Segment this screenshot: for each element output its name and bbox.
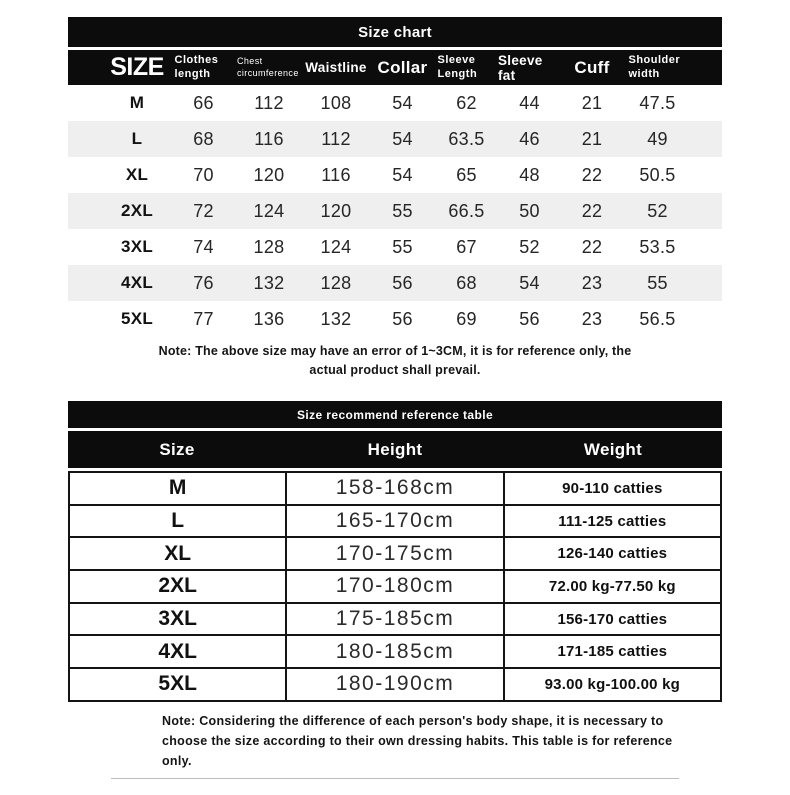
value-cell: 72 <box>193 200 214 221</box>
column-header-collar: Collar <box>377 57 428 77</box>
value-cell: 55 <box>647 272 668 293</box>
size-reference-section <box>68 401 722 771</box>
value-cell: 132 <box>253 272 285 293</box>
height-cell: 180-185cm <box>286 635 503 668</box>
table-row <box>69 537 721 570</box>
height-cell: 158-168cm <box>286 472 503 505</box>
value-cell: 47.5 <box>639 92 676 113</box>
value-cell: 69 <box>456 308 477 329</box>
value-cell: 132 <box>320 308 352 329</box>
value-cell: 66 <box>193 92 214 113</box>
size-cell: M <box>69 472 286 505</box>
value-cell: 120 <box>320 200 352 221</box>
column-header-cuff: Cuff <box>574 57 610 77</box>
column-header-height: Height <box>367 439 423 459</box>
size-cell: XL <box>125 165 149 184</box>
value-cell: 76 <box>193 272 214 293</box>
column-header-label: Clothes length <box>174 54 219 80</box>
size-cell: 2XL <box>69 570 286 603</box>
size-cell: XL <box>69 537 286 570</box>
size-cell: M <box>129 93 145 112</box>
size-chart-rows <box>68 85 722 337</box>
size-chart-title: Size chart <box>68 17 722 47</box>
value-cell: 23 <box>581 272 603 293</box>
table-row <box>68 85 722 121</box>
value-cell: 63.5 <box>448 128 485 149</box>
value-cell: 48 <box>519 164 540 185</box>
reference-table-grid <box>68 471 722 702</box>
table-row <box>68 265 722 301</box>
weight-cell: 111-125 catties <box>504 505 721 538</box>
size-cell: 5XL <box>69 668 286 701</box>
reference-table-title: Size recommend reference table <box>68 401 722 428</box>
weight-cell: 126-140 catties <box>504 537 721 570</box>
value-cell: 22 <box>581 236 603 257</box>
column-header-sleeve-fat: Sleeve fat <box>498 52 543 83</box>
table-row <box>68 121 722 157</box>
value-cell: 54 <box>392 128 413 149</box>
value-cell: 21 <box>581 128 603 149</box>
column-header-sleeve-length <box>435 50 498 85</box>
value-cell: 55 <box>392 200 413 221</box>
table-row <box>68 193 722 229</box>
value-cell: 21 <box>581 92 603 113</box>
size-cell: L <box>69 505 286 538</box>
column-header-waistline: Waistline <box>305 60 367 75</box>
value-cell: 50 <box>519 200 540 221</box>
size-chart-note: Note: The above size may have an error of 1~3CM, it is for reference only, the actual product shall prevail. <box>158 344 632 377</box>
value-cell: 66.5 <box>448 200 485 221</box>
height-cell: 180-190cm <box>286 668 503 701</box>
size-cell: L <box>131 129 143 148</box>
reference-table-note: Note: Considering the difference of each person's body shape, it is necessary to choose the size according to their own dressing habits. This table is for reference only. <box>162 713 673 768</box>
value-cell: 62 <box>456 92 477 113</box>
height-cell: 170-175cm <box>286 537 503 570</box>
value-cell: 54 <box>392 164 413 185</box>
value-cell: 56 <box>519 308 540 329</box>
column-header-shoulder-width <box>623 50 722 85</box>
value-cell: 56 <box>392 272 413 293</box>
column-header-size: Size <box>159 439 195 459</box>
value-cell: 116 <box>254 128 284 149</box>
table-row <box>69 603 721 636</box>
size-cell: 5XL <box>120 309 154 328</box>
value-cell: 112 <box>321 128 351 149</box>
table-row <box>68 301 722 337</box>
weight-cell: 93.00 kg-100.00 kg <box>504 668 721 701</box>
size-chart-section <box>68 17 722 380</box>
size-cell: 2XL <box>120 201 154 220</box>
column-header-size: SIZE <box>110 53 164 81</box>
value-cell: 54 <box>392 92 413 113</box>
value-cell: 52 <box>647 200 668 221</box>
value-cell: 53.5 <box>639 236 676 257</box>
table-row <box>69 472 721 505</box>
height-cell: 165-170cm <box>286 505 503 538</box>
table-row <box>69 505 721 538</box>
value-cell: 108 <box>320 92 352 113</box>
value-cell: 23 <box>581 308 603 329</box>
value-cell: 74 <box>193 236 214 257</box>
column-header-clothes-length <box>171 50 236 85</box>
table-row <box>69 635 721 668</box>
weight-cell: 171-185 catties <box>504 635 721 668</box>
value-cell: 70 <box>193 164 214 185</box>
value-cell: 55 <box>392 236 413 257</box>
value-cell: 52 <box>519 236 540 257</box>
value-cell: 120 <box>253 164 285 185</box>
value-cell: 68 <box>193 128 214 149</box>
value-cell: 116 <box>321 164 351 185</box>
value-cell: 44 <box>519 92 540 113</box>
value-cell: 46 <box>519 128 540 149</box>
bottom-divider <box>111 778 679 780</box>
value-cell: 56.5 <box>639 308 676 329</box>
value-cell: 68 <box>456 272 477 293</box>
value-cell: 65 <box>456 164 477 185</box>
column-header-weight: Weight <box>583 439 643 459</box>
weight-cell: 156-170 catties <box>504 603 721 636</box>
value-cell: 124 <box>320 236 352 257</box>
column-header-chest-circumference <box>236 50 302 85</box>
column-header-label: Shoulder width <box>628 54 681 80</box>
table-row <box>69 570 721 603</box>
size-chart-header-row <box>68 50 722 85</box>
value-cell: 56 <box>392 308 413 329</box>
size-cell: 3XL <box>120 237 154 256</box>
value-cell: 124 <box>253 200 285 221</box>
value-cell: 22 <box>581 164 603 185</box>
value-cell: 67 <box>456 236 477 257</box>
table-row <box>68 157 722 193</box>
height-cell: 175-185cm <box>286 603 503 636</box>
size-cell: 4XL <box>120 273 154 292</box>
table-row <box>69 668 721 701</box>
weight-cell: 90-110 catties <box>504 472 721 505</box>
table-row <box>68 229 722 265</box>
value-cell: 136 <box>253 308 285 329</box>
value-cell: 128 <box>320 272 352 293</box>
value-cell: 112 <box>254 92 284 113</box>
value-cell: 22 <box>581 200 603 221</box>
value-cell: 50.5 <box>639 164 676 185</box>
value-cell: 49 <box>647 128 668 149</box>
weight-cell: 72.00 kg-77.50 kg <box>504 570 721 603</box>
value-cell: 128 <box>253 236 285 257</box>
size-cell: 4XL <box>69 635 286 668</box>
height-cell: 170-180cm <box>286 570 503 603</box>
size-cell: 3XL <box>69 603 286 636</box>
column-header-label: Sleeve Length <box>437 54 478 80</box>
column-header-label: Chest circumference <box>237 56 299 78</box>
reference-table-header-row <box>68 431 722 468</box>
value-cell: 77 <box>193 308 214 329</box>
value-cell: 54 <box>519 272 540 293</box>
